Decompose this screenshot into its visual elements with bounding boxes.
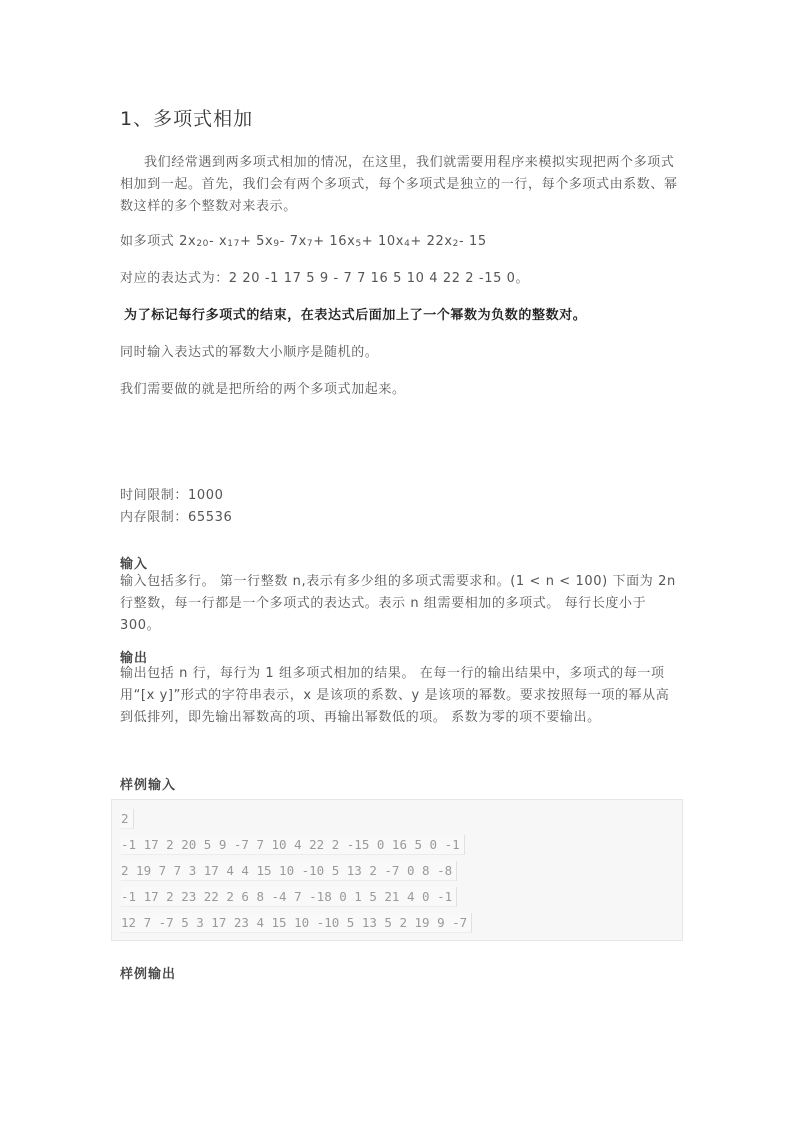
time-limit: 时间限制：1000 [120,488,224,503]
memory-limit: 内存限制：65536 [120,510,233,525]
sample-input-line: -1 17 2 23 22 2 6 8 -4 7 -18 0 1 5 21 4 0 -1 [121,887,457,907]
poly-term: + $22x_2$ [410,234,459,249]
poly-term: + $10x_4$ [361,234,411,249]
poly-term: + $5x_9$ [239,234,280,249]
sample-input-line: -1 17 2 20 5 9 -7 7 10 4 22 2 -15 0 16 5 0 -1 [121,835,465,855]
poly-term: + $16x_5$ [313,234,362,249]
output-description: 输出包括 n 行，每行为 1 组多项式相加的结果。 在每一行的输出结果中，多项式的每一项用“[x y]”形式的字符串表示，x 是该项的系数、y 是该项的幂数。要求按照每一项的幂从高到低排列，即先输出幂数高的项、再输出幂数低的项。 系数为零的项不要输出。 [120,666,670,725]
task-statement: 我们需要做的就是把所给的两个多项式加起来。 [120,382,406,397]
output-heading: 输出 [120,651,149,666]
order-note: 同时输入表达式的幂数大小顺序是随机的。 [120,345,379,360]
input-description: 输入包括多行。 第一行整数 n,表示有多少组的多项式需要求和。(1 < n < 100) 下面为 2n 行整数，每一行都是一个多项式的表达式。表示 n 组需要相加的多项式。 每行长度小于 300。 [120,574,676,633]
end-marker-note: 为了标记每行多项式的结束，在表达式后面加上了一个幂数为负数的整数对。 [124,308,587,323]
sample-input-line: 2 [121,809,134,829]
sample-input-heading: 样例输入 [120,778,177,793]
example-polynomial [120,231,680,255]
poly-constant: - 15 [458,234,487,249]
poly-term: $2x_{20}$ [179,234,209,249]
sample-input-line: 2 19 7 7 3 17 4 4 15 10 -10 5 13 2 -7 0 8 -8 [121,861,457,881]
example-prefix: 如多项式 [120,234,180,249]
input-heading: 输入 [120,557,149,572]
sample-output-heading: 样例输出 [120,967,177,982]
sample-input-block [111,799,683,941]
expression-line: 对应的表达式为：2 20 -1 17 5 9 - 7 7 16 5 10 4 22 2 -15 0。 [120,271,530,286]
intro-text: 我们经常遇到两多项式相加的情况，在这里，我们就需要用程序来模拟实现把两个多项式相加到一起。首先，我们会有两个多项式，每个多项式是独立的一行，每个多项式由系数、幂数这样的多个整数对来表示。 [120,155,678,214]
page-title: 1、多项式相加 [120,108,254,130]
poly-term: - $7x_7$ [279,234,314,249]
sample-input-line: 12 7 -7 5 3 17 23 4 15 10 -10 5 13 5 2 19 9 -7 [121,913,472,933]
intro-paragraph [120,152,680,218]
poly-term: - $x_{17}$ [208,234,240,249]
